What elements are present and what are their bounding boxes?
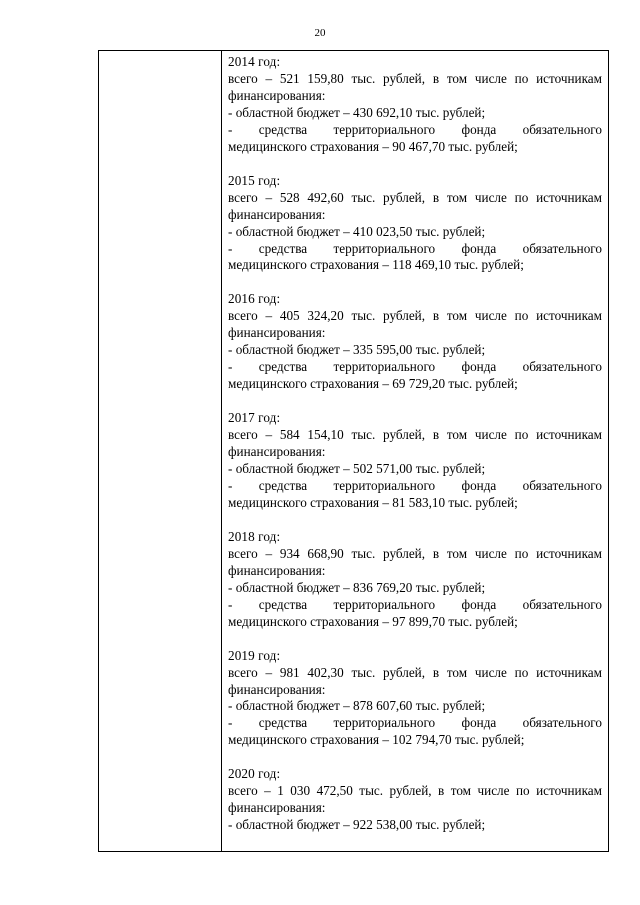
regional-budget-line: - областной бюджет – 502 571,00 тыс. рублей;	[228, 461, 486, 477]
medical-insurance-line: медицинского страхования – 90 467,70 тыс. рублей;	[228, 138, 518, 154]
total-line: всего – 1 030 472,50 тыс. рублей, в том числе по источникам	[228, 783, 602, 799]
medical-insurance-line: медицинского страхования – 97 899,70 тыс. рублей;	[228, 613, 518, 629]
year-label: 2020 год:	[228, 766, 281, 782]
financing-label: финансирования:	[228, 681, 326, 697]
year-label: 2018 год:	[228, 528, 281, 544]
year-label: 2017 год:	[228, 410, 281, 426]
financing-label: финансирования:	[228, 87, 326, 103]
financing-label: финансирования:	[228, 444, 326, 460]
empty-left-cell	[99, 51, 222, 852]
regional-budget-line: - областной бюджет – 836 769,20 тыс. рублей;	[228, 579, 486, 595]
financing-label: финансирования:	[228, 800, 326, 816]
year-block-2018	[228, 529, 602, 631]
medical-insurance-line: медицинского страхования – 118 469,10 тыс. рублей;	[228, 257, 524, 273]
year-block-2015	[228, 173, 602, 275]
medical-insurance-line: медицинского страхования – 69 729,20 тыс. рублей;	[228, 376, 518, 392]
territorial-fund-line: - средства территориального фонда обязательного	[228, 121, 602, 137]
territorial-fund-line: - средства территориального фонда обязательного	[228, 715, 602, 731]
funding-table	[98, 50, 609, 852]
year-label: 2016 год:	[228, 291, 281, 307]
regional-budget-line: - областной бюджет – 430 692,10 тыс. рублей;	[228, 104, 486, 120]
total-line: всего – 405 324,20 тыс. рублей, в том числе по источникам	[228, 308, 602, 324]
territorial-fund-line: - средства территориального фонда обязательного	[228, 477, 602, 493]
financing-label: финансирования:	[228, 562, 326, 578]
year-block-2019	[228, 648, 602, 750]
total-line: всего – 981 402,30 тыс. рублей, в том числе по источникам	[228, 664, 602, 680]
regional-budget-line: - областной бюджет – 335 595,00 тыс. рублей;	[228, 342, 486, 358]
medical-insurance-line: медицинского страхования – 102 794,70 тыс. рублей;	[228, 732, 525, 748]
regional-budget-line: - областной бюджет – 410 023,50 тыс. рублей;	[228, 223, 486, 239]
total-line: всего – 521 159,80 тыс. рублей, в том числе по источникам	[228, 70, 602, 86]
territorial-fund-line: - средства территориального фонда обязательного	[228, 240, 602, 256]
medical-insurance-line: медицинского страхования – 81 583,10 тыс. рублей;	[228, 494, 518, 510]
table-row	[99, 51, 609, 852]
territorial-fund-line: - средства территориального фонда обязательного	[228, 359, 602, 375]
year-block-2017	[228, 410, 602, 512]
total-line: всего – 584 154,10 тыс. рублей, в том числе по источникам	[228, 427, 602, 443]
total-line: всего – 528 492,60 тыс. рублей, в том числе по источникам	[228, 189, 602, 205]
territorial-fund-line: - средства территориального фонда обязательного	[228, 596, 602, 612]
year-block-2016	[228, 291, 602, 393]
year-blocks	[222, 51, 608, 834]
total-line: всего – 934 668,90 тыс. рублей, в том числе по источникам	[228, 545, 602, 561]
funding-cell	[222, 51, 609, 852]
year-label: 2014 год:	[228, 54, 281, 69]
year-label: 2019 год:	[228, 647, 281, 663]
regional-budget-line: - областной бюджет – 878 607,60 тыс. рублей;	[228, 698, 486, 714]
year-label: 2015 год:	[228, 172, 281, 188]
year-block-2020	[228, 766, 602, 834]
regional-budget-line: - областной бюджет – 922 538,00 тыс. рублей;	[228, 817, 486, 833]
year-block-2014	[228, 54, 602, 156]
page-number: 20	[314, 27, 326, 39]
financing-label: финансирования:	[228, 325, 326, 341]
financing-label: финансирования:	[228, 206, 326, 222]
